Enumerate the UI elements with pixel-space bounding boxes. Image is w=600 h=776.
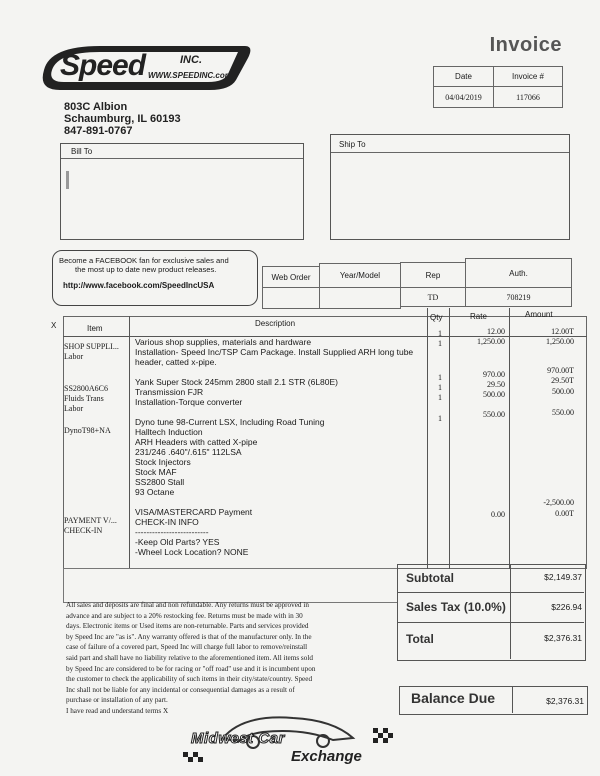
- web-order-header: [262, 266, 320, 288]
- description-line: 231/246 .640"/.615" 112LSA: [135, 447, 242, 457]
- rate-col-divider: [509, 308, 510, 569]
- description-line: [135, 367, 413, 377]
- watermark-line-1: Midwest Car: [191, 730, 285, 747]
- item-code: SHOP SUPPLI...: [64, 342, 119, 351]
- rate-value: 1,250.00: [477, 337, 505, 346]
- description-line: [135, 497, 413, 507]
- ship-to-box: [330, 134, 570, 240]
- blank-total-row: [63, 568, 398, 603]
- bill-to-box: [60, 143, 304, 240]
- rate-header: Rate: [470, 312, 487, 321]
- date-value-cell: [433, 86, 494, 108]
- rep-value-cell: [400, 287, 466, 307]
- amount-value: 970.00T: [547, 366, 574, 375]
- logo-suffix: INC.: [180, 54, 202, 66]
- sales-tax-label: Sales Tax (10.0%): [406, 600, 506, 614]
- amount-header: Amount: [525, 310, 553, 319]
- watermark-logo: [183, 708, 413, 768]
- description-line: Various shop supplies, materials and hardware: [135, 337, 312, 347]
- terms-text: [66, 600, 384, 717]
- invoice-number: 117066: [516, 92, 540, 102]
- total-value: $2,376.31: [544, 633, 582, 643]
- qty-value: 1: [438, 339, 442, 348]
- promo-box: [52, 250, 258, 306]
- invoice-no-label: Invoice #: [511, 72, 545, 81]
- amount-value: 0.00T: [555, 509, 574, 518]
- auth-value-cell: [465, 287, 572, 307]
- descriptions-column: [135, 337, 413, 557]
- page-title: Invoice: [489, 34, 562, 56]
- amount-value: 550.00: [552, 408, 574, 417]
- rate-value: 0.00: [491, 510, 505, 519]
- terms-line: by Speed Inc are considered to be for racing or "off road" use and it is incumbent upon: [66, 664, 316, 673]
- terms-line: by Speed Inc are "as is". Any warranty offered is that of the manufacturer only. In the: [66, 632, 312, 641]
- totals-rule-1: [397, 592, 584, 593]
- description-line: Dyno tune 98-Current LSX, Including Road Tuning: [135, 417, 325, 427]
- balance-due-value: $2,376.31: [546, 696, 584, 706]
- company-phone: 847-891-0767: [64, 125, 133, 137]
- auth-value: 708219: [506, 292, 531, 302]
- invoice-no-value-cell: [493, 86, 563, 108]
- item-code: PAYMENT V/...: [64, 516, 117, 525]
- x-column-label: X: [51, 321, 57, 330]
- logo-url: WWW.SPEEDINC.com: [148, 71, 232, 80]
- rep-value: TD: [427, 292, 439, 302]
- description-line: VISA/MASTERCARD Payment: [135, 507, 253, 517]
- description-line: Yank Super Stock 245mm 2800 stall 2.1 STR (6L80E): [135, 377, 338, 387]
- sales-tax-value: $226.94: [551, 602, 582, 612]
- terms-line: All sales and deposits are final and non refundable. Any returns must be approved in: [66, 601, 309, 609]
- promo-line-2: the most up to date new product releases.: [75, 265, 217, 274]
- terms-line: Inc shall not be liable for any incidental or consequential damages as a result of: [66, 685, 295, 694]
- date-label-cell: [433, 66, 494, 87]
- web-order-label: Web Order: [271, 272, 311, 282]
- amount-value: 1,250.00: [546, 337, 574, 346]
- year-model-value-cell: [319, 287, 401, 309]
- item-code: Fluids Trans: [64, 394, 104, 403]
- rate-value: 29.50: [487, 380, 505, 389]
- company-logo: [40, 40, 255, 100]
- amount-value: 12.00T: [551, 327, 574, 336]
- auth-label: Auth.: [509, 268, 528, 278]
- description-line: Transmission FJR: [135, 387, 204, 397]
- item-code: CHECK-IN: [64, 526, 103, 535]
- item-code: Labor: [64, 404, 84, 413]
- description-line: --------------------------: [135, 527, 209, 537]
- description-header: Description: [255, 319, 296, 328]
- invoice-date: 04/04/2019: [445, 92, 482, 102]
- rate-value: 12.00: [487, 327, 505, 336]
- rate-value: 550.00: [483, 410, 505, 419]
- qty-value: 1: [438, 393, 442, 402]
- totals-rule-2: [397, 622, 584, 623]
- description-line: header, catted x-pipe.: [135, 357, 217, 367]
- rate-value: 970.00: [483, 370, 505, 379]
- redacted-mark: [66, 171, 69, 189]
- amount-value: 500.00: [552, 387, 574, 396]
- description-line: CHECK-IN INFO: [135, 517, 199, 527]
- terms-line: I have read and understand terms X: [66, 706, 169, 715]
- item-code: SS2800A6C6: [64, 384, 109, 393]
- qty-col-divider: [449, 308, 450, 569]
- amount-value: 29.50T: [551, 376, 574, 385]
- rate-value: 500.00: [483, 390, 505, 399]
- subtotal-value: $2,149.37: [544, 572, 582, 582]
- company-address-2: Schaumburg, IL 60193: [64, 113, 181, 125]
- item-header: Item: [87, 324, 103, 333]
- description-line: Stock MAF: [135, 467, 177, 477]
- qty-value: 1: [438, 414, 442, 423]
- desc-col-divider: [427, 308, 428, 569]
- invoice-no-label-cell: [493, 66, 563, 87]
- total-label: Total: [406, 632, 434, 646]
- terms-line: case of failure of a covered part, Speed Inc will charge full labor to remove/reinstall: [66, 643, 308, 652]
- qty-value: 1: [438, 373, 442, 382]
- terms-line: the customer to check the applicability of such items in their city/state/country. Speed: [66, 675, 313, 684]
- web-order-value-cell: [262, 287, 320, 309]
- terms-line: advance and are subject to a 20% restocking fee. Returns must be made with in 30: [66, 611, 303, 620]
- qty-header: Qty: [430, 313, 443, 322]
- totals-col-divider: [510, 564, 511, 659]
- qty-value: 1: [438, 329, 442, 338]
- subtotal-label: Subtotal: [406, 571, 454, 585]
- ship-to-label: Ship To: [331, 135, 569, 153]
- company-address-1: 803C Albion: [64, 101, 128, 113]
- description-line: Stock Injectors: [135, 457, 191, 467]
- item-code: Labor: [64, 352, 84, 361]
- description-line: SS2800 Stall: [135, 477, 185, 487]
- watermark-line-2: Exchange: [291, 748, 362, 765]
- description-line: 93 Octane: [135, 487, 175, 497]
- description-line: -Keep Old Parts? YES: [135, 537, 220, 547]
- balance-due-label: Balance Due: [411, 690, 496, 706]
- terms-line: days. Electronic items or Used items are non-returnable. Parts and services provided: [66, 622, 309, 631]
- balance-col-divider: [512, 686, 513, 713]
- terms-line: purchase or installation of any part.: [66, 696, 168, 705]
- bill-to-label: Bill To: [61, 144, 303, 159]
- year-model-header: [319, 263, 401, 288]
- rep-header: [400, 262, 466, 288]
- auth-header: [465, 258, 572, 288]
- description-line: [135, 407, 413, 417]
- rep-label: Rep: [425, 270, 441, 280]
- description-line: Halltech Induction: [135, 427, 203, 437]
- promo-url[interactable]: http://www.facebook.com/SpeedIncUSA: [63, 281, 215, 290]
- terms-line: said part and shall have no liability relative to the aforementioned item. All items sold: [66, 653, 313, 662]
- qty-value: 1: [438, 383, 442, 392]
- description-line: -Wheel Lock Location? NONE: [135, 547, 249, 557]
- description-line: Installation- Speed Inc/TSP Cam Package. Install Supplied ARH long tube: [135, 347, 414, 357]
- amount-value: -2,500.00: [543, 498, 574, 507]
- year-model-label: Year/Model: [339, 271, 381, 280]
- logo-word: Speed: [60, 49, 146, 82]
- date-label: Date: [455, 72, 472, 81]
- promo-line-1: Become a FACEBOOK fan for exclusive sales and: [59, 256, 229, 265]
- item-code: DynoT98+NA: [64, 426, 111, 435]
- description-line: Installation-Torque converter: [135, 397, 243, 407]
- description-line: ARH Headers with catted X-pipe: [135, 437, 258, 447]
